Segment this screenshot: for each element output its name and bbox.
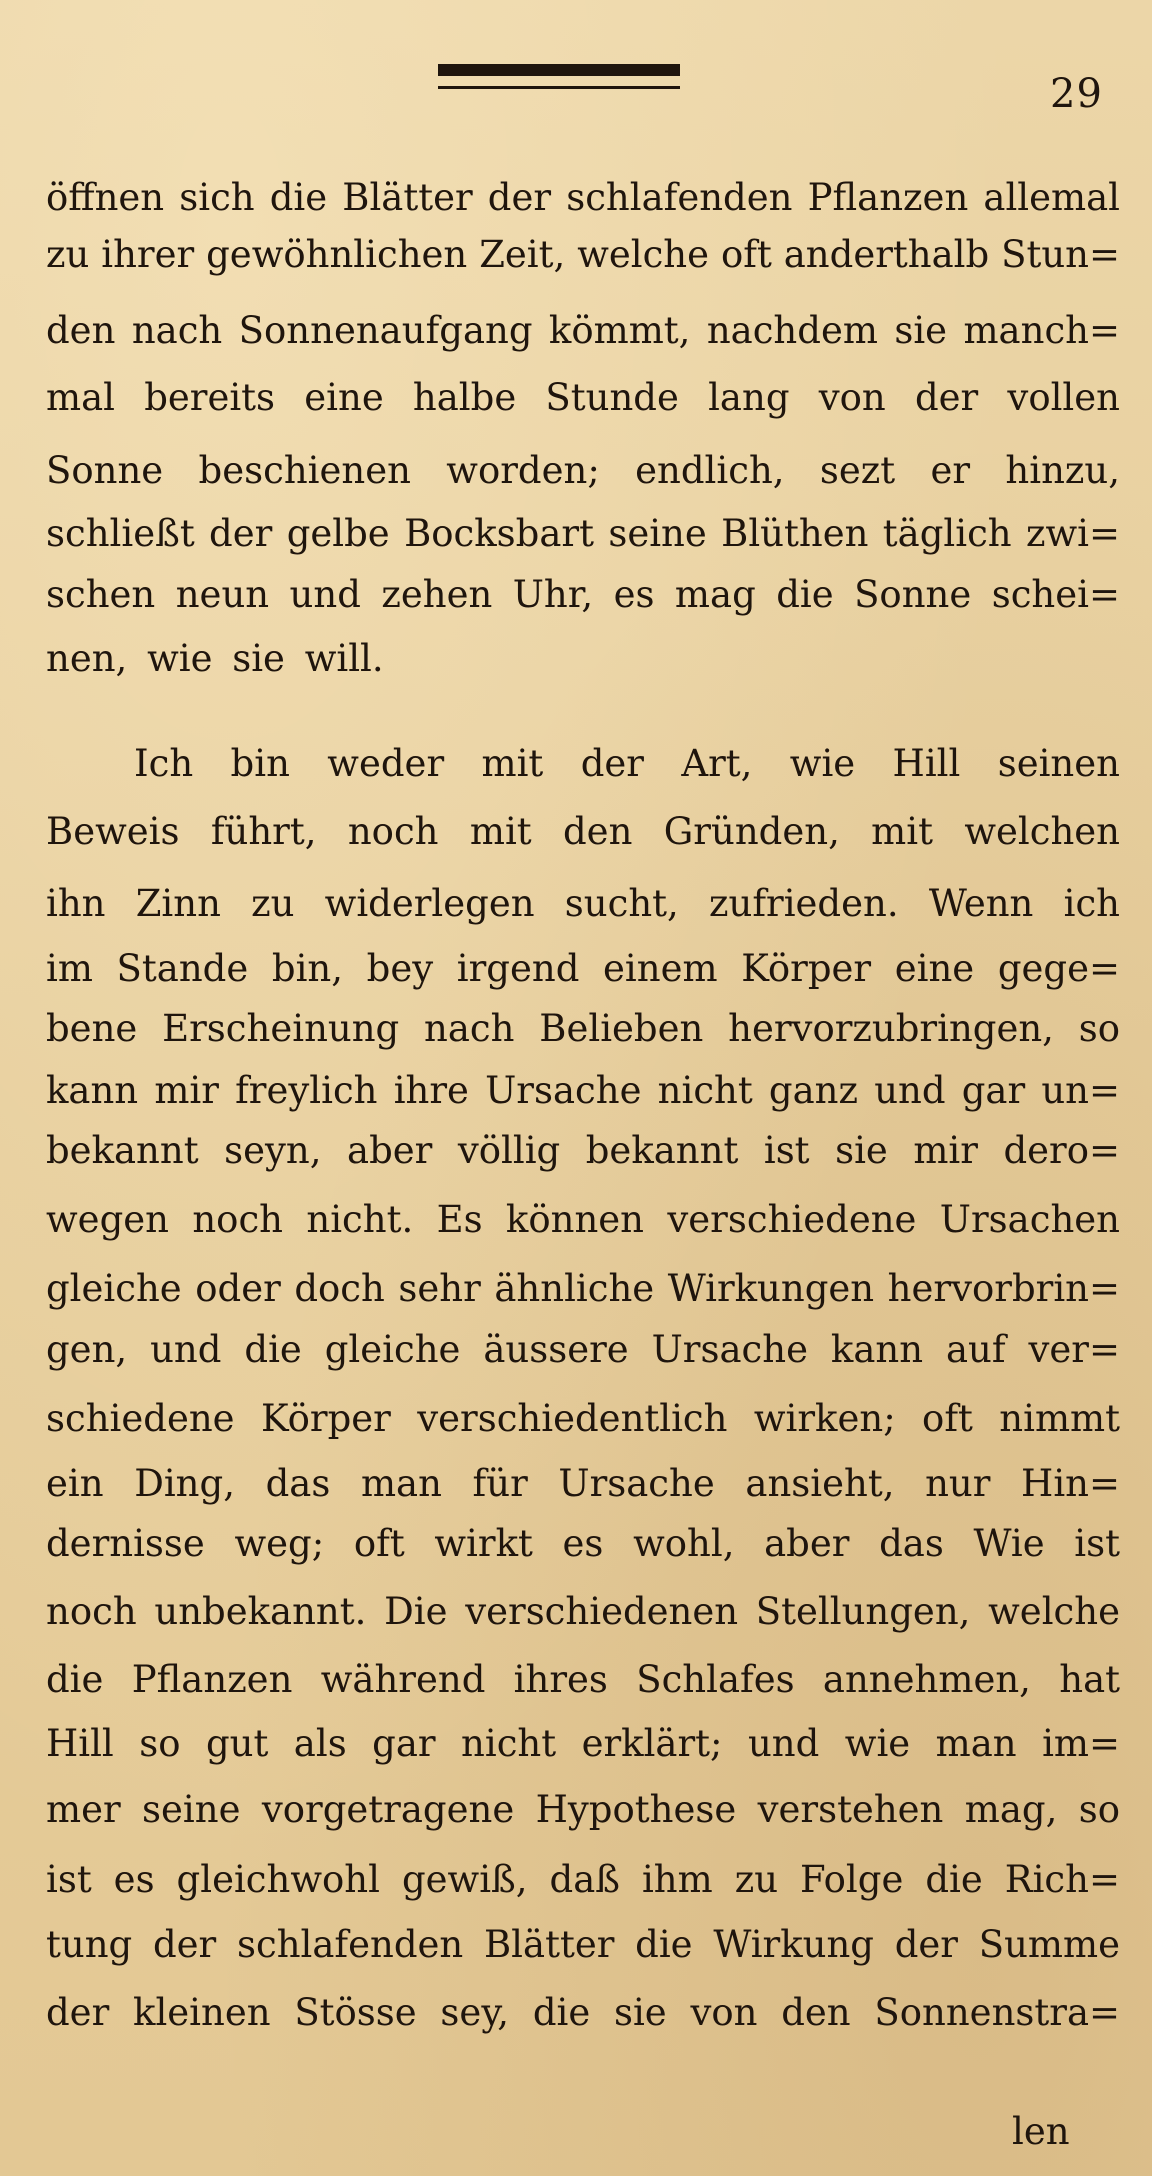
text-line: im Stande bin, bey irgend einem Körper eine gege= xyxy=(46,947,1120,990)
text-line: Beweis führt, noch mit den Gründen, mit welchen xyxy=(46,810,1120,853)
catchword: len xyxy=(1012,2110,1070,2153)
text-line: zu ihrer gewöhnlichen Zeit, welche oft anderthalb Stun= xyxy=(46,233,1120,276)
text-line: schen neun und zehen Uhr, es mag die Sonne schei= xyxy=(46,573,1120,616)
text-line: kann mir freylich ihre Ursache nicht ganz und gar un= xyxy=(46,1069,1120,1112)
text-line: noch unbekannt. Die verschiedenen Stellungen, welche xyxy=(46,1590,1120,1633)
text-line: schließt der gelbe Bocksbart seine Blüthen täglich zwi= xyxy=(46,512,1120,555)
text-line: gleiche oder doch sehr ähnliche Wirkungen hervorbrin= xyxy=(46,1267,1120,1310)
text-line: gen, und die gleiche äussere Ursache kann auf ver= xyxy=(46,1328,1120,1371)
text-line: bene Erscheinung nach Belieben hervorzubringen, so xyxy=(46,1007,1120,1050)
text-line: ein Ding, das man für Ursache ansieht, nur Hin= xyxy=(46,1462,1120,1505)
text-line: den nach Sonnenaufgang kömmt, nachdem sie manch= xyxy=(46,309,1120,352)
text-line: Sonne beschienen worden; endlich, sezt er hinzu, xyxy=(46,449,1120,492)
text-line: dernisse weg; oft wirkt es wohl, aber das Wie ist xyxy=(46,1522,1120,1565)
text-line: ihn Zinn zu widerlegen sucht, zufrieden. Wenn ich xyxy=(46,882,1120,925)
header-rule-thin xyxy=(438,86,680,89)
text-line: tung der schlafenden Blätter die Wirkung der Summe xyxy=(46,1923,1120,1966)
text-line: mer seine vorgetragene Hypothese verstehen mag, so xyxy=(46,1788,1120,1831)
page-number: 29 xyxy=(1050,71,1103,117)
text-line: Hill so gut als gar nicht erklärt; und wie man im= xyxy=(46,1722,1120,1765)
text-line: ist es gleichwohl gewiß, daß ihm zu Folge die Rich= xyxy=(46,1858,1120,1901)
text-line: öffnen sich die Blätter der schlafenden Pflanzen allemal xyxy=(46,176,1120,219)
text-line: schiedene Körper verschiedentlich wirken; oft nimmt xyxy=(46,1397,1120,1440)
text-line: wegen noch nicht. Es können verschiedene Ursachen xyxy=(46,1198,1120,1241)
text-line: der kleinen Stösse sey, die sie von den Sonnenstra= xyxy=(46,1991,1120,2034)
text-line: die Pflanzen während ihres Schlafes annehmen, hat xyxy=(46,1658,1120,1701)
text-line: mal bereits eine halbe Stunde lang von der vollen xyxy=(46,376,1120,419)
text-line: nen, wie sie will. xyxy=(46,637,384,680)
header-rule-thick xyxy=(438,64,680,76)
text-line: bekannt seyn, aber völlig bekannt ist sie mir dero= xyxy=(46,1129,1120,1172)
text-line: Ich bin weder mit der Art, wie Hill seinen xyxy=(134,742,1120,785)
